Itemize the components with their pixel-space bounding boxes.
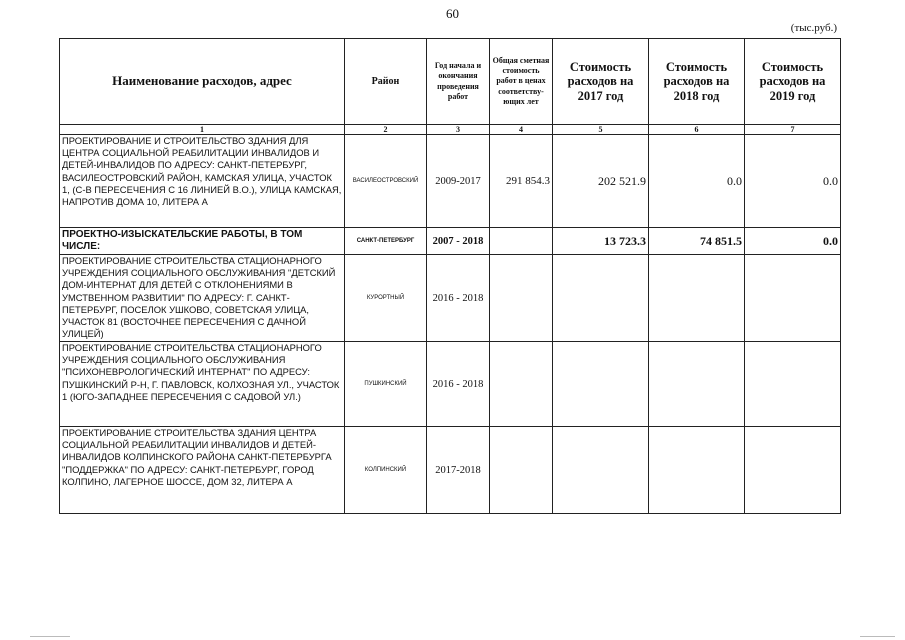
column-number: 4 bbox=[490, 125, 553, 135]
column-number: 1 bbox=[60, 125, 345, 135]
cost-2018-cell: 74 851.5 bbox=[649, 228, 745, 255]
expense-name: ПРОЕКТИРОВАНИЕ СТРОИТЕЛЬСТВА ЗДАНИЯ ЦЕНТРА СОЦИАЛЬНОЙ РЕАБИЛИТАЦИИ ИНВАЛИДОВ И ДЕТЕЙ-ИНВАЛИДОВ КОЛПИНСКОГО РАЙОНА САНКТ-ПЕТЕРБУРГА "ПОДДЕРЖКА" ПО АДРЕСУ: САНКТ-ПЕТЕРБУРГ, ГОРОД КОЛПИНО, ЛАГЕРНОЕ ШОССЕ, ДОМ 32, ЛИТЕРА А bbox=[60, 427, 345, 514]
header-cost-2018: Стоимость расходов на 2018 год bbox=[649, 39, 745, 125]
header-cost-2019: Стоимость расходов на 2019 год bbox=[745, 39, 841, 125]
years-cell: 2007 - 2018 bbox=[427, 228, 490, 255]
cost-2017-cell: 202 521.9 bbox=[553, 135, 649, 228]
expense-name: ПРОЕКТИРОВАНИЕ СТРОИТЕЛЬСТВА СТАЦИОНАРНОГО УЧРЕЖДЕНИЯ СОЦИАЛЬНОГО ОБСЛУЖИВАНИЯ "ДЕТСКИЙ ДОМ-ИНТЕРНАТ ДЛЯ ДЕТЕЙ С ОТКЛОНЕНИЯМИ В УМСТВЕННОМ РАЗВИТИИ" ПО АДРЕСУ: Г. САНКТ-ПЕТЕРБУРГ, ПОСЕЛОК УШКОВО, СОВЕТСКАЯ УЛИЦА, УЧАСТОК 81 (ВОСТОЧНЕЕ ПЕРЕСЕЧЕНИЯ С ДАЧНОЙ УЛИЦЕЙ) bbox=[60, 255, 345, 342]
cost-2017-cell bbox=[553, 427, 649, 514]
column-number: 2 bbox=[345, 125, 427, 135]
table-row bbox=[60, 342, 841, 427]
table-row bbox=[60, 135, 841, 228]
header-years: Год начала и окончания проведения работ bbox=[427, 39, 490, 125]
district-cell: ПУШКИНСКИЙ bbox=[345, 342, 427, 427]
expense-name: ПРОЕКТИРОВАНИЕ И СТРОИТЕЛЬСТВО ЗДАНИЯ ДЛЯ ЦЕНТРА СОЦИАЛЬНОЙ РЕАБИЛИТАЦИИ ИНВАЛИДОВ И ДЕТЕЙ-ИНВАЛИДОВ ПО АДРЕСУ: САНКТ-ПЕТЕРБУРГ, ВАСИЛЕОСТРОВСКИЙ РАЙОН, КАМСКАЯ УЛИЦА, УЧАСТОК 1, (С-В ПЕРЕСЕЧЕНИЯ С 16 ЛИНИЕЙ В.О.), УЛИЦА КАМСКАЯ, НАПРОТИВ ДОМА 10, ЛИТЕРА А bbox=[60, 135, 345, 228]
scan-artifact bbox=[30, 636, 70, 637]
years-cell: 2016 - 2018 bbox=[427, 255, 490, 342]
table-row bbox=[60, 427, 841, 514]
header-cost-2017: Стоимость расходов на 2017 год bbox=[553, 39, 649, 125]
total-cost-cell bbox=[490, 255, 553, 342]
district-cell: КОЛПИНСКИЙ bbox=[345, 427, 427, 514]
cost-2018-cell: 0.0 bbox=[649, 135, 745, 228]
cost-2018-cell bbox=[649, 255, 745, 342]
cost-2019-cell bbox=[745, 342, 841, 427]
total-cost-cell: 291 854.3 bbox=[490, 135, 553, 228]
header-district: Район bbox=[345, 39, 427, 125]
years-cell: 2017-2018 bbox=[427, 427, 490, 514]
district-cell: ВАСИЛЕОСТРОВСКИЙ bbox=[345, 135, 427, 228]
years-cell: 2016 - 2018 bbox=[427, 342, 490, 427]
expense-name: ПРОЕКТНО-ИЗЫСКАТЕЛЬСКИЕ РАБОТЫ, В ТОМ ЧИСЛЕ: bbox=[60, 228, 345, 255]
expenses-table bbox=[59, 38, 841, 514]
total-cost-cell bbox=[490, 228, 553, 255]
total-cost-cell bbox=[490, 427, 553, 514]
column-number: 6 bbox=[649, 125, 745, 135]
cost-2018-cell bbox=[649, 342, 745, 427]
units-label: (тыс.руб.) bbox=[790, 22, 837, 34]
column-number-row bbox=[60, 125, 841, 135]
years-cell: 2009-2017 bbox=[427, 135, 490, 228]
column-number: 5 bbox=[553, 125, 649, 135]
cost-2017-cell bbox=[553, 342, 649, 427]
column-number: 7 bbox=[745, 125, 841, 135]
cost-2019-cell bbox=[745, 255, 841, 342]
header-row bbox=[60, 39, 841, 125]
scan-artifact bbox=[860, 636, 895, 637]
cost-2018-cell bbox=[649, 427, 745, 514]
district-cell: КУРОРТНЫЙ bbox=[345, 255, 427, 342]
cost-2019-cell: 0.0 bbox=[745, 135, 841, 228]
cost-2017-cell bbox=[553, 255, 649, 342]
header-name: Наименование расходов, адрес bbox=[60, 39, 345, 125]
cost-2017-cell: 13 723.3 bbox=[553, 228, 649, 255]
expense-name: ПРОЕКТИРОВАНИЕ СТРОИТЕЛЬСТВА СТАЦИОНАРНОГО УЧРЕЖДЕНИЯ СОЦИАЛЬНОГО ОБСЛУЖИВАНИЯ "ПСИХОНЕВРОЛОГИЧЕСКИЙ ИНТЕРНАТ" ПО АДРЕСУ: ПУШКИНСКИЙ Р-Н, Г. ПАВЛОВСК, КОЛХОЗНАЯ УЛ., УЧАСТОК 1 (ЮГО-ЗАПАДНЕЕ ПЕРЕСЕЧЕНИЯ С САДОВОЙ УЛ.) bbox=[60, 342, 345, 427]
total-cost-cell bbox=[490, 342, 553, 427]
page-number: 60 bbox=[446, 6, 459, 21]
district-cell: САНКТ-ПЕТЕРБУРГ bbox=[345, 228, 427, 255]
column-number: 3 bbox=[427, 125, 490, 135]
table-row bbox=[60, 228, 841, 255]
table-row bbox=[60, 255, 841, 342]
cost-2019-cell bbox=[745, 427, 841, 514]
cost-2019-cell: 0.0 bbox=[745, 228, 841, 255]
header-total-cost: Общая сметная стоимость работ в ценах соответству-ющих лет bbox=[490, 39, 553, 125]
